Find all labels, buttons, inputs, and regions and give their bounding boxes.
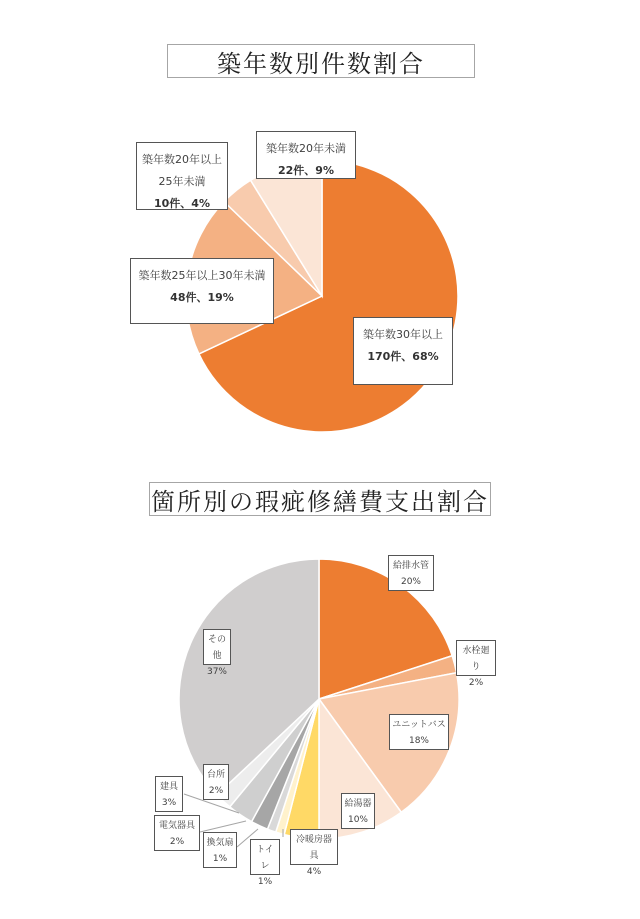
chart2-data-label-6 [203, 832, 237, 868]
chart1-label-category-3-0: 築年数20年未満 [266, 142, 346, 155]
chart2-label-category-5-0: トイレ [256, 845, 274, 871]
chart2-label-value-10: 37% [206, 667, 227, 677]
chart2-data-label-10 [203, 629, 231, 677]
chart1-label-category-2-1: 25年未満 [158, 175, 206, 188]
chart1-label-value-0: 170件、68% [367, 350, 439, 363]
chart2-label-value-9: 2% [208, 786, 224, 796]
chart2-data-label-0 [388, 555, 434, 591]
chart1-label-value-1: 48件、19% [170, 291, 234, 304]
chart2-label-value-6: 1% [212, 854, 228, 864]
chart2-label-category-8-0: 建具 [159, 782, 178, 792]
chart2-data-label-5 [250, 839, 280, 887]
chart2-label-value-0: 20% [400, 577, 421, 587]
chart1-data-label-2 [136, 142, 228, 210]
chart2-data-label-3 [341, 793, 375, 829]
chart2-data-label-1 [456, 640, 496, 688]
chart1-data-label-0 [353, 317, 453, 385]
chart1-label-category-0-0: 築年数30年以上 [363, 328, 443, 341]
chart2-title: 箇所別の瑕疵修繕費支出割合 [149, 482, 491, 516]
chart1-label-value-2: 10件、4% [154, 197, 210, 210]
chart2-label-category-10-0: その他 [207, 635, 226, 661]
chart1-data-label-1 [130, 258, 274, 324]
chart2-label-category-4-0: 冷暖房器具 [295, 835, 332, 861]
chart2-data-label-9 [203, 764, 229, 800]
chart2-label-category-0-0: 給排水管 [392, 561, 429, 571]
chart1-label-category-1-0: 築年数25年以上30年未満 [138, 269, 266, 282]
chart1-label-value-3: 22件、9% [278, 164, 334, 177]
chart2-data-label-4 [290, 829, 338, 877]
chart1-label-category-2-0: 築年数20年以上 [142, 153, 222, 166]
chart1-data-label-3 [256, 131, 356, 179]
chart1-title: 築年数別件数割合 [167, 44, 475, 78]
chart2-data-label-7 [154, 815, 200, 851]
chart2-label-category-6-0: 換気扇 [206, 838, 234, 848]
chart2-label-value-8: 3% [161, 798, 177, 808]
chart2-label-value-7: 2% [169, 837, 185, 847]
chart2-label-value-1: 2% [468, 678, 484, 688]
chart2-data-label-2 [389, 714, 449, 750]
chart2-label-value-2: 18% [408, 736, 429, 746]
chart2-label-value-4: 4% [306, 867, 322, 877]
chart2-label-category-1-0: 水栓廻り [462, 646, 490, 672]
chart2-label-category-2-0: ユニットバス [392, 720, 446, 730]
chart2-label-category-7-0: 電気器具 [158, 821, 195, 831]
chart2-label-value-3: 10% [347, 815, 368, 825]
chart2-label-value-5: 1% [257, 877, 273, 887]
chart2-label-category-9-0: 台所 [206, 770, 225, 780]
chart2-leader-line-2 [200, 821, 246, 832]
chart2-label-category-3-0: 給湯器 [344, 799, 372, 809]
chart2-data-label-8 [155, 776, 183, 812]
